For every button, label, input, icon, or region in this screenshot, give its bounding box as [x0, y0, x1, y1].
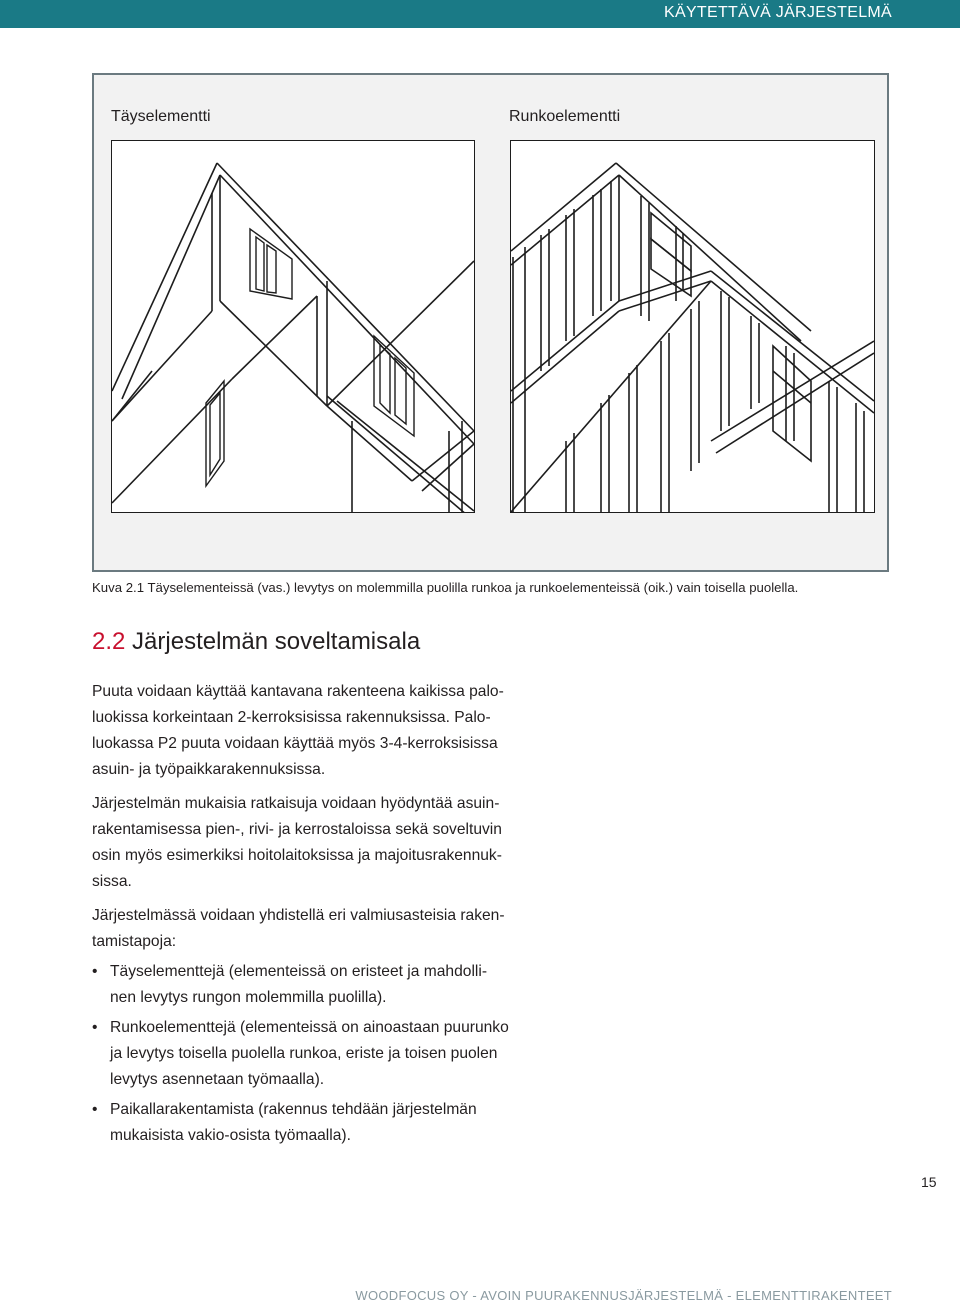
paragraph-line: Puuta voidaan käyttää kantavana rakenteena kaikissa palo-: [92, 683, 504, 700]
figure-label-right: Runkoelementti: [509, 108, 621, 125]
header-title: KÄYTETTÄVÄ JÄRJESTELMÄ: [664, 4, 892, 21]
paragraph-1: [92, 679, 562, 783]
paragraph-2: [92, 791, 562, 895]
section-number: 2.2: [92, 628, 126, 655]
paragraph-line: luokassa P2 puuta voidaan käyttää myös 3-4-kerroksisissa: [92, 735, 498, 752]
list-item-line: levytys asennetaan työmaalla).: [110, 1071, 325, 1088]
list-item-line: ja levytys toisella puolella runkoa, eriste ja toisen puolen: [110, 1045, 498, 1062]
frame-element-drawing: [511, 141, 874, 512]
bullet-icon: •: [92, 963, 98, 980]
paragraph-3: [92, 903, 562, 955]
paragraph-line: asuin- ja työpaikkarakennuksissa.: [92, 761, 326, 778]
list-item-line: Runkoelementtejä (elementeissä on ainoastaan puurunko: [110, 1019, 509, 1036]
list-item-line: mukaisista vakio-osista työmaalla).: [110, 1127, 351, 1144]
list-item-line: nen levytys rungon molemmilla puolilla).: [110, 989, 387, 1006]
figure-caption: Kuva 2.1 Täyselementeissä (vas.) levytys on molemmilla puolilla runkoa ja runkoelementeissä (oik.) vain toisella puolella.: [92, 580, 799, 595]
bullet-icon: •: [92, 1019, 98, 1036]
paragraph-line: sissa.: [92, 873, 132, 890]
page-number: 15: [921, 1174, 937, 1190]
paragraph-line: Järjestelmässä voidaan yhdistellä eri valmiusasteisia raken-: [92, 907, 505, 924]
footer-text: WOODFOCUS OY - AVOIN PUURAKENNUSJÄRJESTELMÄ - ELEMENTTIRAKENTEET: [355, 1288, 892, 1303]
bullet-icon: •: [92, 1101, 98, 1118]
paragraph-line: Järjestelmän mukaisia ratkaisuja voidaan hyödyntää asuin-: [92, 795, 500, 812]
list-item-line: Täyselementtejä (elementeissä on eristeet ja mahdolli-: [110, 963, 488, 980]
figure-label-left: Täyselementti: [111, 108, 211, 125]
section-title: Järjestelmän soveltamisala: [132, 628, 421, 655]
header-band: [0, 0, 960, 28]
full-element-illustration: [111, 140, 475, 513]
paragraph-line: osin myös esimerkiksi hoitolaitoksissa ja majoitusrakennuk-: [92, 847, 502, 864]
paragraph-line: tamistapoja:: [92, 933, 177, 950]
full-element-drawing: [112, 141, 474, 512]
list-item-line: Paikallarakentamista (rakennus tehdään järjestelmän: [110, 1101, 477, 1118]
paragraph-line: rakentamisessa pien-, rivi- ja kerrostaloissa sekä soveltuvin: [92, 821, 502, 838]
paragraph-line: luokissa korkeintaan 2-kerroksisissa rakennuksissa. Palo-: [92, 709, 491, 726]
frame-element-illustration: [510, 140, 875, 513]
section-heading: [92, 628, 420, 656]
